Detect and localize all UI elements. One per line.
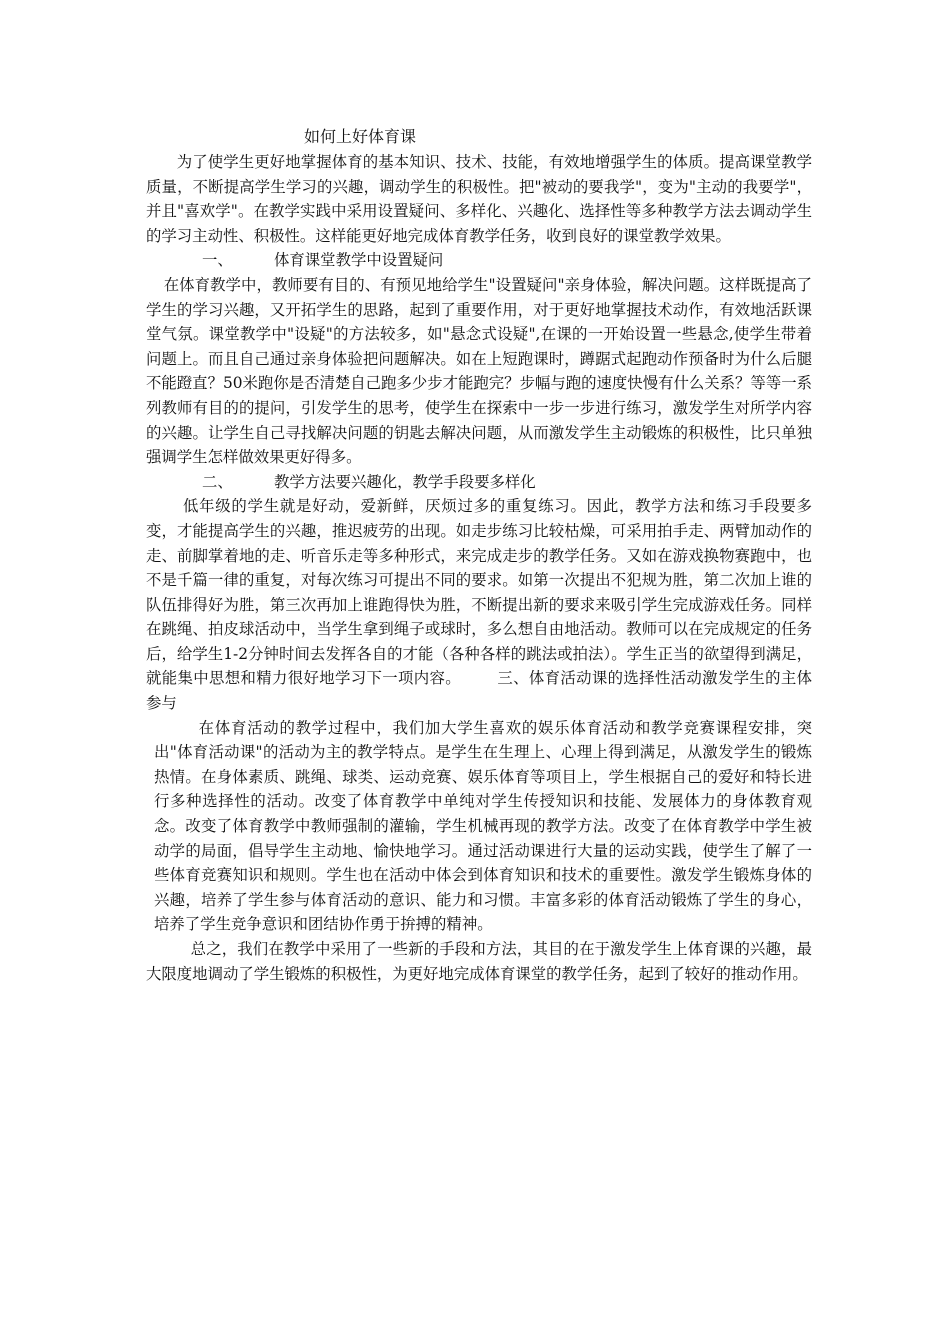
section-1-number: 一、	[202, 251, 233, 270]
section-2-paragraph	[146, 494, 812, 715]
section-2-heading	[146, 470, 812, 495]
section-1-paragraph: 在体育教学中，教师要有目的、有预见地给学生"设置疑问"亲身体验，解决问题。这样既提高了学生的学习兴趣，又开拓学生的思路，起到了重要作用，对于更好地掌握技术动作，有效地活跃课堂气氛。课堂教学中"设疑"的方法较多，如"悬念式设疑",在课的一开始设置一些悬念,使学生带着问题上。而且自己通过亲身体验把问题解决。如在上短跑课时，蹲踞式起跑动作预备时为什么后腿不能蹬直？50米跑你是否清楚自己跑多少步才能跑完？步幅与跑的速度快慢有什么关系？等等一系列教师有目的的提问，引发学生的思考，使学生在探索中一步一步进行练习，激发学生对所学内容的兴趣。让学生自己寻找解决问题的钥匙去解决问题，从而激发学生主动锻炼的积极性，比只单独强调学生怎样做效果更好得多。	[146, 275, 812, 467]
document-title: 如何上好体育课	[304, 127, 417, 146]
section-3-paragraph: 在体育活动的教学过程中，我们加大学生喜欢的娱乐体育活动和教学竞赛课程安排，突出"体育活动课"的活动为主的教学特点。是学生在生理上、心理上得到满足，从激发学生的锻炼热情。在身体素质、跳绳、球类、运动竞赛、娱乐体育等项目上，学生根据自己的爱好和特长进行多种选择性的活动。改变了体育教学中单纯对学生传授知识和技能、发展体力的身体教育观念。改变了体育教学中教师强制的灌输，学生机械再现的教学方法。改变了在体育教学中学生被动学的局面，倡导学生主动地、愉快地学习。通过活动课进行大量的运动实践，使学生了解了一些体育竞赛知识和规则。学生也在活动中体会到体育知识和技术的重要性。激发学生锻炼身体的兴趣，培养了学生参与体育活动的意识、能力和习惯。丰富多彩的体育活动锻炼了学生的身心，培养了学生竞争意识和团结协作勇于拚搏的精神。	[154, 718, 812, 934]
section-3-heading: 三、体育活动课的选择性活动激发学生的主体参与	[146, 669, 812, 713]
conclusion-paragraph: 总之，我们在教学中采用了一些新的手段和方法，其目的在于激发学生上体育课的兴趣，最大限度地调动了学生锻炼的积极性，为更好地完成体育课堂的教学任务，起到了较好的推动作用。	[146, 940, 812, 983]
document-body	[146, 150, 812, 986]
intro-paragraph: 为了使学生更好地掌握体育的基本知识、技术、技能，有效地增强学生的体质。提高课堂教学质量，不断提高学生学习的兴趣，调动学生的积极性。把"被动的要我学"，变为"主动的我要学"，并且"喜欢学"。在教学实践中采用设置疑问、多样化、兴趣化、选择性等多种教学方法去调动学生的学习主动性、积极性。这样能更好地完成体育教学任务，收到良好的课堂教学效果。	[146, 153, 812, 245]
section-2-number: 二、	[202, 472, 233, 491]
section-2-heading-text: 教学方法要兴趣化，教学手段要多样化	[274, 472, 536, 491]
section-1-heading-text: 体育课堂教学中设置疑问	[274, 251, 444, 270]
section-1-heading	[146, 248, 812, 273]
section-2-body: 低年级的学生就是好动，爱新鲜，厌烦过多的重复练习。因此，教学方法和练习手段要多变，才能提高学生的兴趣，推迟疲劳的出现。如走步练习比较枯燥，可采用拍手走、两臂加动作的走、前脚掌着地的走、听音乐走等多种形式，来完成走步的教学任务。又如在游戏换物赛跑中，也不是千篇一律的重复，对每次练习可提出不同的要求。如第一次提出不犯规为胜，第二次加上谁的队伍排得好为胜，第三次再加上谁跑得快为胜，不断提出新的要求来吸引学生完成游戏任务。同样在跳绳、拍皮球活动中，当学生拿到绳子或球时，多么想自由地活动。教师可以在完成规定的任务后，给学生1-2分钟时间去发挥各自的才能（各种各样的跳法或拍法）。学生正当的欲望得到满足，就能集中思想和精力很好地学习下一项内容。	[146, 497, 812, 688]
